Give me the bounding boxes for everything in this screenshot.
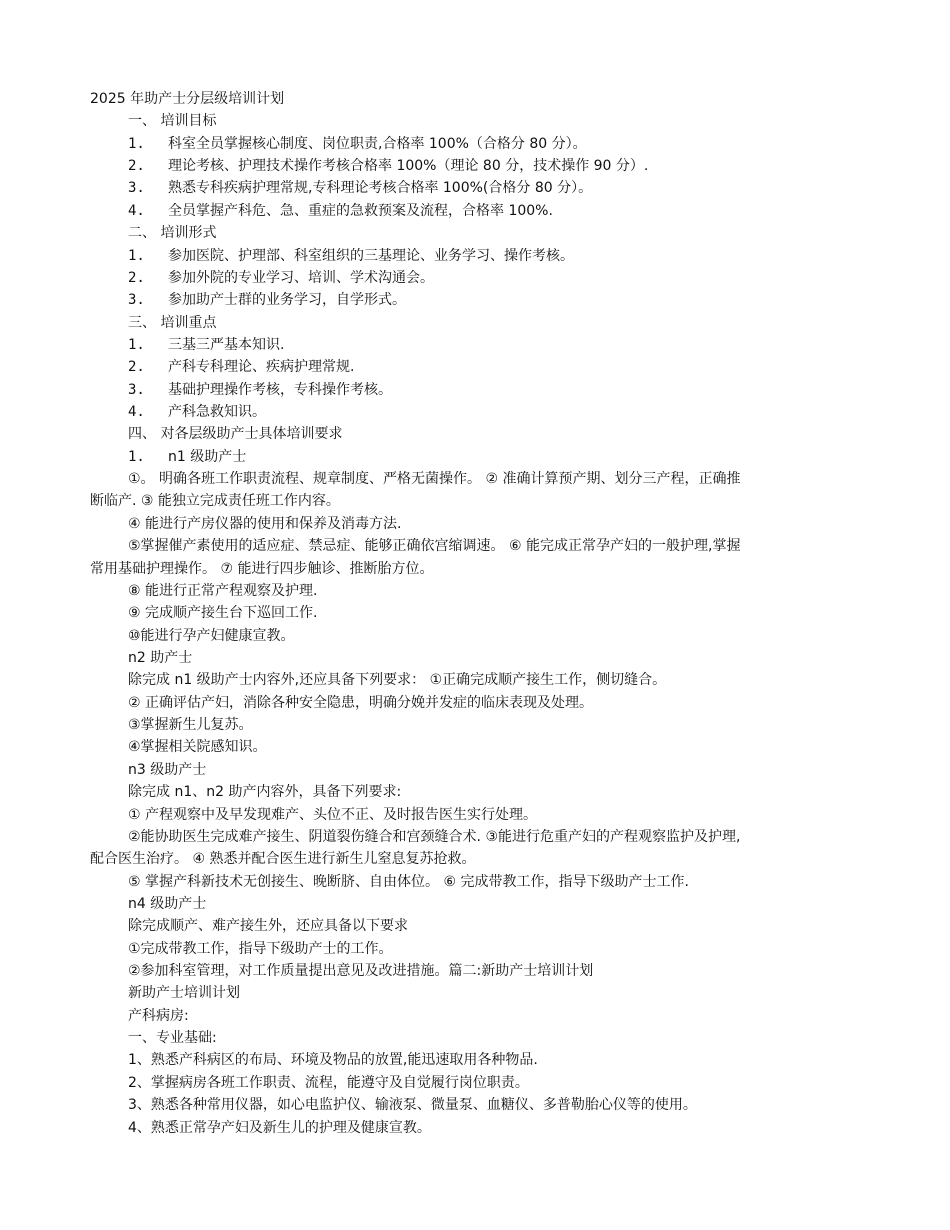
- section-heading: 二、 培训形式: [128, 225, 217, 242]
- list-item: 1、熟悉产科病区的布局、环境及物品的放置,能迅速取用各种物品.: [128, 1052, 538, 1069]
- section-heading: 四、 对各层级助产士具体培训要求: [128, 426, 343, 443]
- list-number: 3.: [128, 180, 145, 197]
- paragraph-line: 常用基础护理操作。 ⑦ 能进行四步触诊、推断胎方位。: [90, 560, 434, 577]
- paragraph-line: ⑩能进行孕产妇健康宣教。: [128, 627, 295, 644]
- list-number: 4.: [128, 202, 145, 219]
- list-text: 三基三严基本知识.: [168, 336, 285, 353]
- paragraph-line: ⑤掌握催产素使用的适应症、禁忌症、能够正确依宫缩调速。 ⑥ 能完成正常孕产妇的一般护理,掌握: [128, 538, 741, 555]
- subtitle: 新助产士培训计划: [128, 985, 240, 1002]
- list-number: 1.: [128, 336, 145, 353]
- list-number: 2.: [128, 269, 145, 286]
- list-number: 3.: [128, 381, 145, 398]
- list-text: 参加外院的专业学习、培训、学术沟通会。: [168, 269, 434, 286]
- section-heading: 一、专业基础:: [128, 1030, 217, 1047]
- paragraph-line: ⑧ 能进行正常产程观察及护理.: [128, 582, 318, 599]
- list-text: 全员掌握产科危、急、重症的急救预案及流程，合格率 100%.: [168, 202, 553, 219]
- list-item: 3、熟悉各种常用仪器，如心电监护仪、输液泵、微量泵、血糖仪、多普勒胎心仪等的使用。: [128, 1097, 697, 1114]
- paragraph-line: 除完成 n1、n2 助产内容外，具备下列要求:: [128, 784, 402, 801]
- paragraph-line: ①完成带教工作，指导下级助产士的工作。: [128, 940, 393, 957]
- doc-title: 2025 年助产士分层级培训计划: [90, 91, 285, 107]
- list-number: 1.: [128, 448, 145, 465]
- list-text: 产科急救知识。: [168, 404, 266, 421]
- paragraph-line: ⑤ 掌握产科新技术无创接生、晚断脐、自由体位。 ⑥ 完成带教工作，指导下级助产士工作.: [128, 873, 689, 890]
- list-number: 2.: [128, 158, 145, 175]
- paragraph-line: 配合医生治疗。 ④ 熟悉并配合医生进行新生儿窒息复苏抢救。: [90, 851, 476, 868]
- list-number: 3.: [128, 292, 145, 309]
- paragraph-line: ⑨ 完成顺产接生台下巡回工作.: [128, 605, 318, 622]
- list-text: 参加助产士群的业务学习，自学形式。: [168, 292, 406, 309]
- list-text: 熟悉专科疾病护理常规,专科理论考核合格率 100%(合格分 80 分）。: [168, 180, 593, 197]
- section-heading: 三、 培训重点: [128, 314, 217, 331]
- paragraph-line: 除完成顺产、难产接生外，还应具备以下要求: [128, 918, 408, 935]
- level-heading: n2 助产士: [128, 650, 193, 666]
- list-number: 1.: [128, 247, 145, 264]
- list-number: 1.: [128, 135, 145, 152]
- list-text: n1 级助产士: [168, 448, 247, 465]
- paragraph-line: ③掌握新生儿复苏。: [128, 717, 253, 734]
- list-text: 产科专科理论、疾病护理常规.: [168, 359, 355, 376]
- list-text: 参加医院、护理部、科室组织的三基理论、业务学习、操作考核。: [168, 247, 574, 264]
- level-heading: n3 级助产士: [128, 761, 207, 778]
- list-text: 基础护理操作考核，专科操作考核。: [168, 381, 392, 398]
- level-heading: n4 级助产士: [128, 895, 207, 912]
- paragraph-line: 除完成 n1 级助产士内容外,还应具备下列要求： ①正确完成顺产接生工作，侧切缝合。: [128, 672, 667, 689]
- paragraph-line: ② 正确评估产妇，消除各种安全隐患，明确分娩并发症的临床表现及处理。: [128, 694, 593, 711]
- paragraph-line: ②参加科室管理，对工作质量提出意见及改进措施。篇二:新助产士培训计划: [128, 963, 594, 980]
- list-text: 科室全员掌握核心制度、岗位职责,合格率 100%（合格分 80 分）。: [168, 135, 587, 152]
- paragraph-line: ①。 明确各班工作职责流程、规章制度、严格无菌操作。 ② 准确计算预产期、划分三产程，正确推: [128, 471, 741, 488]
- list-item: 2、掌握病房各班工作职责、流程，能遵守及自觉履行岗位职责。: [128, 1074, 529, 1091]
- list-item: 4、熟悉正常孕产妇及新生儿的护理及健康宣教。: [128, 1119, 431, 1136]
- section-heading: 产科病房:: [128, 1007, 189, 1024]
- list-number: 2.: [128, 359, 145, 376]
- list-number: 4.: [128, 404, 145, 421]
- list-text: 理论考核、护理技术操作考核合格率 100%（理论 80 分，技术操作 90 分）.: [168, 158, 649, 175]
- paragraph-line: ① 产程观察中及早发现难产、头位不正、及时报告医生实行处理。: [128, 806, 537, 823]
- paragraph-line: 断临产. ③ 能独立完成责任班工作内容。: [90, 493, 340, 510]
- paragraph-line: ②能协助医生完成难产接生、阴道裂伤缝合和宫颈缝合术. ③能进行危重产妇的产程观察监护及护理,: [128, 828, 741, 845]
- paragraph-line: ④掌握相关院感知识。: [128, 739, 267, 756]
- section-heading: 一、 培训目标: [128, 113, 217, 130]
- paragraph-line: ④ 能进行产房仪器的使用和保养及消毒方法.: [128, 515, 402, 532]
